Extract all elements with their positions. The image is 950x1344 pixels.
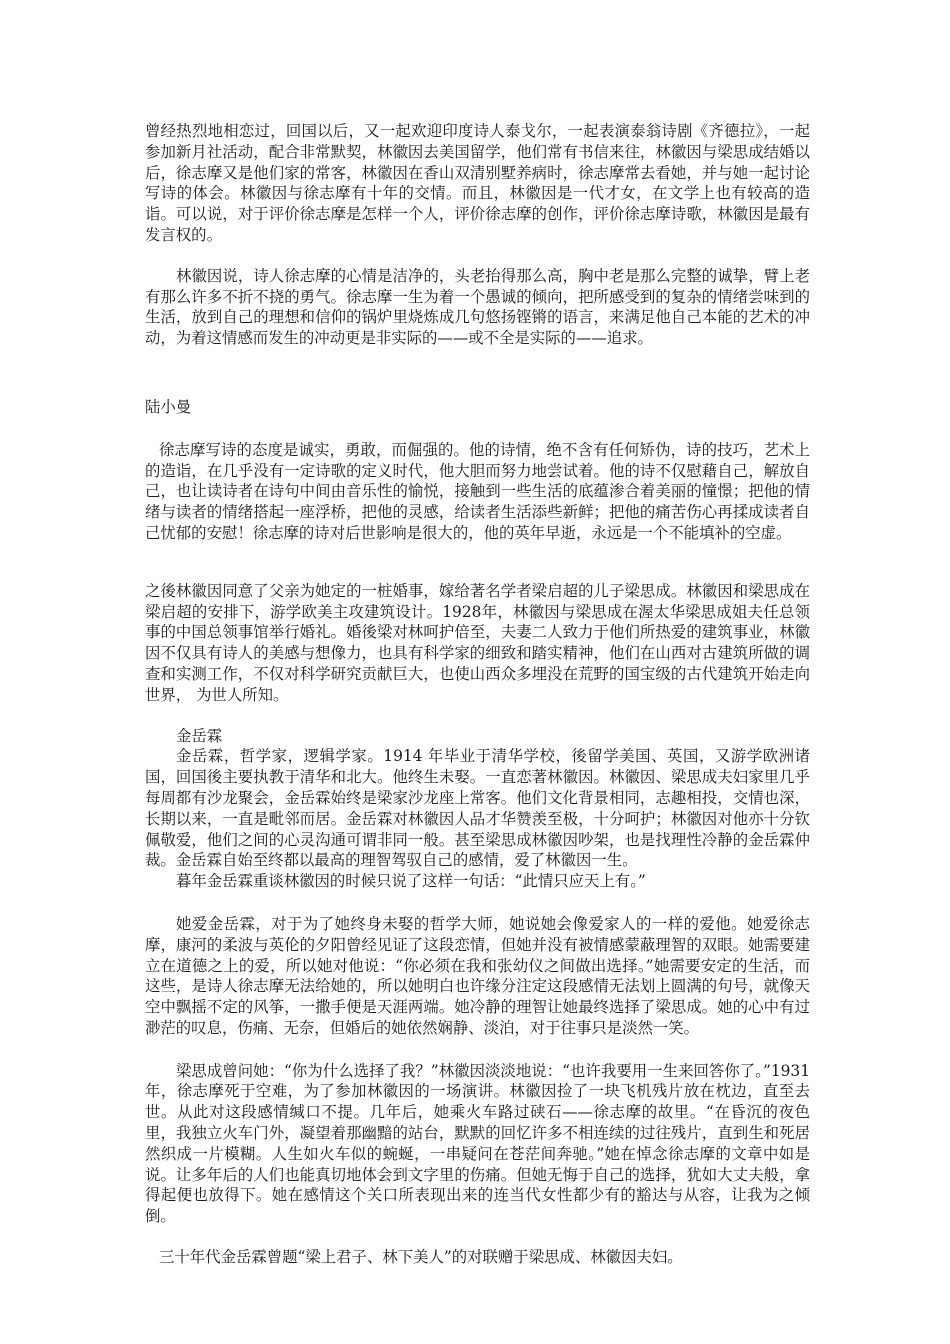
paragraph-jin-yuelin-quote: 暮年金岳霖重谈林徽因的时候只说了这样一句话：“此情只应天上有。”	[176, 872, 646, 891]
heading-lu-xiaoman: 陆小曼	[145, 397, 192, 416]
paragraph-lin-marriage: 之後林徽因同意了父亲为她定的一桩婚事，嫁给著名学者梁启超的儿子梁思成。林徽因和梁思成在梁启超的安排下，游学欧美主攻建筑设计。1928年，林徽因与梁思成在渥太华梁思成姐夫任总领事的中国总领事馆举行婚礼。婚後梁对林呵护倍至，夫妻二人致力于他们所热爱的建筑事业，林徽因不仅具有诗人的美感与想像力，也具有科学家的细致和踏实精神，他们在山西对古建筑所做的调查和实测工作，不仅对科学研究贡献巨大，也使山西众多埋没在荒野的国宝级的古代建筑开始走向世界， 为世人所知。	[145, 581, 810, 704]
document-page	[145, 121, 810, 1268]
paragraph-lin-on-xu-poetry: 林徽因说，诗人徐志摩的心情是洁净的，头老抬得那么高，胸中老是那么完整的诚挚，臂上老有那么许多不折不挠的勇气。徐志摩一生为着一个愚诚的倾向，把所感受到的复杂的情绪尝味到的生活，放到自己的理想和信仰的锅炉里烧炼成几句悠扬铿锵的语言，来满足他自己本能的艺术的冲动，为着这情感而发生的冲动更是非实际的——或不全是实际的——追求。	[145, 266, 810, 348]
paragraph-couplet: 三十年代金岳霖曾题“梁上君子、林下美人”的对联赠于梁思成、林徽因夫妇。	[159, 1248, 683, 1267]
paragraph-jin-yuelin-bio: 金岳霖，哲学家，逻辑学家。1914 年毕业于清华学校，後留学美国、英国，又游学欧洲诸国，回国後主要执教于清华和北大。他终生未娶。一直恋著林徽因。林徽因、梁思成夫妇家里几乎每周都有沙龙聚会，金岳霖始终是梁家沙龙座上常客。他们文化背景相同，志趣相投，交情也深，长期以来，一直是毗邻而居。金岳霖对林徽因人品才华赞羡至极，十分呵护；林徽因对他亦十分钦佩敬爱，他们之间的心灵沟通可谓非同一般。甚至梁思成林徽因吵架，也是找理性冷静的金岳霖仲裁。金岳霖自始至终都以最高的理智驾驭自己的感情，爱了林徽因一生。	[145, 747, 810, 870]
heading-jin-yuelin: 金岳霖	[176, 726, 223, 745]
paragraph-xu-lin-history: 曾经热烈地相恋过，回国以后，又一起欢迎印度诗人泰戈尔，一起表演泰翁诗剧《齐德拉》，一起参加新月社活动，配合非常默契，林徽因去美国留学，他们常有书信来往，林徽因与梁思成结婚以后，徐志摩又是他们家的常客，林徽因在香山双清别墅养病时，徐志摩常去看她，并与她一起讨论写诗的体会。林徽因与徐志摩有十年的交情。而且，林徽因是一代才女，在文学上也有较高的造诣。可以说，对于评价徐志摩是怎样一个人，评价徐志摩的创作，评价徐志摩诗歌，林徽因是最有发言权的。	[145, 122, 810, 244]
paragraph-her-choice: 她爱金岳霖，对于为了她终身未娶的哲学大师，她说她会像爱家人的一样的爱他。她爱徐志摩，康河的柔波与英伦的夕阳曾经见证了这段恋情，但她并没有被情感蒙蔽理智的双眼。她需要建立在道德之上的爱，所以她对他说：“你必须在我和张幼仪之间做出选择。”她需要安定的生活，而这些，是诗人徐志摩无法给她的，所以她明白也许缘分注定这段感情无法划上圆满的句号，就像天空中飘摇不定的风筝，一撒手便是天涯两端。她冷静的理智让她最终选择了梁思成。她的心中有过渺茫的叹息，伤痛、无奈，但婚后的她依然娴静、淡泊，对于往事只是淡然一笑。	[145, 914, 810, 1037]
paragraph-liang-question: 梁思成曾问她：“你为什么选择了我？”林徽因淡淡地说：“也许我要用一生来回答你了。”1931 年，徐志摩死于空难，为了参加林徽因的一场演讲。林徽因捡了一块飞机残片放在枕边，直至去世。从此对这段感情缄口不提。几年后，她乘火车路过硖石——徐志摩的故里。“在昏沉的夜色里，我独立火车门外，凝望着那幽黯的站台，默默的回忆许多不相连续的过往残片，直到生和死居然织成一片模糊。人生如火车似的蜿蜒，一串疑问在苍茫间奔驰。”她在悼念徐志摩的文章中如是说。让多年后的人们也能真切地体会到文字里的伤痛。但她无悔于自己的选择，犹如大丈夫般，拿得起便也放得下。她在感情这个关口所表现出来的连当代女性都少有的豁达与从容，让我为之倾倒。	[145, 1061, 810, 1226]
paragraph-xu-poetry-attitude: 徐志摩写诗的态度是诚实，勇敢，而倔强的。他的诗情，绝不含有任何矫伪，诗的技巧，艺术上的造诣，在几乎没有一定诗歌的定义时代，他大胆而努力地尝试着。他的诗不仅慰藉自己，解放自己，也让读诗者在诗句中间由音乐性的愉悦，接触到一些生活的底蕴渗合着美丽的憧憬；把他的情绪与读者的情绪搭起一座浮桥，把他的灵感，给读者生活添些新鲜；把他的痛苦伤心再揉成读者自己忧郁的安慰！徐志摩的诗对后世影响是很大的，他的英年早逝，永远是一个不能填补的空虚。	[145, 440, 810, 542]
